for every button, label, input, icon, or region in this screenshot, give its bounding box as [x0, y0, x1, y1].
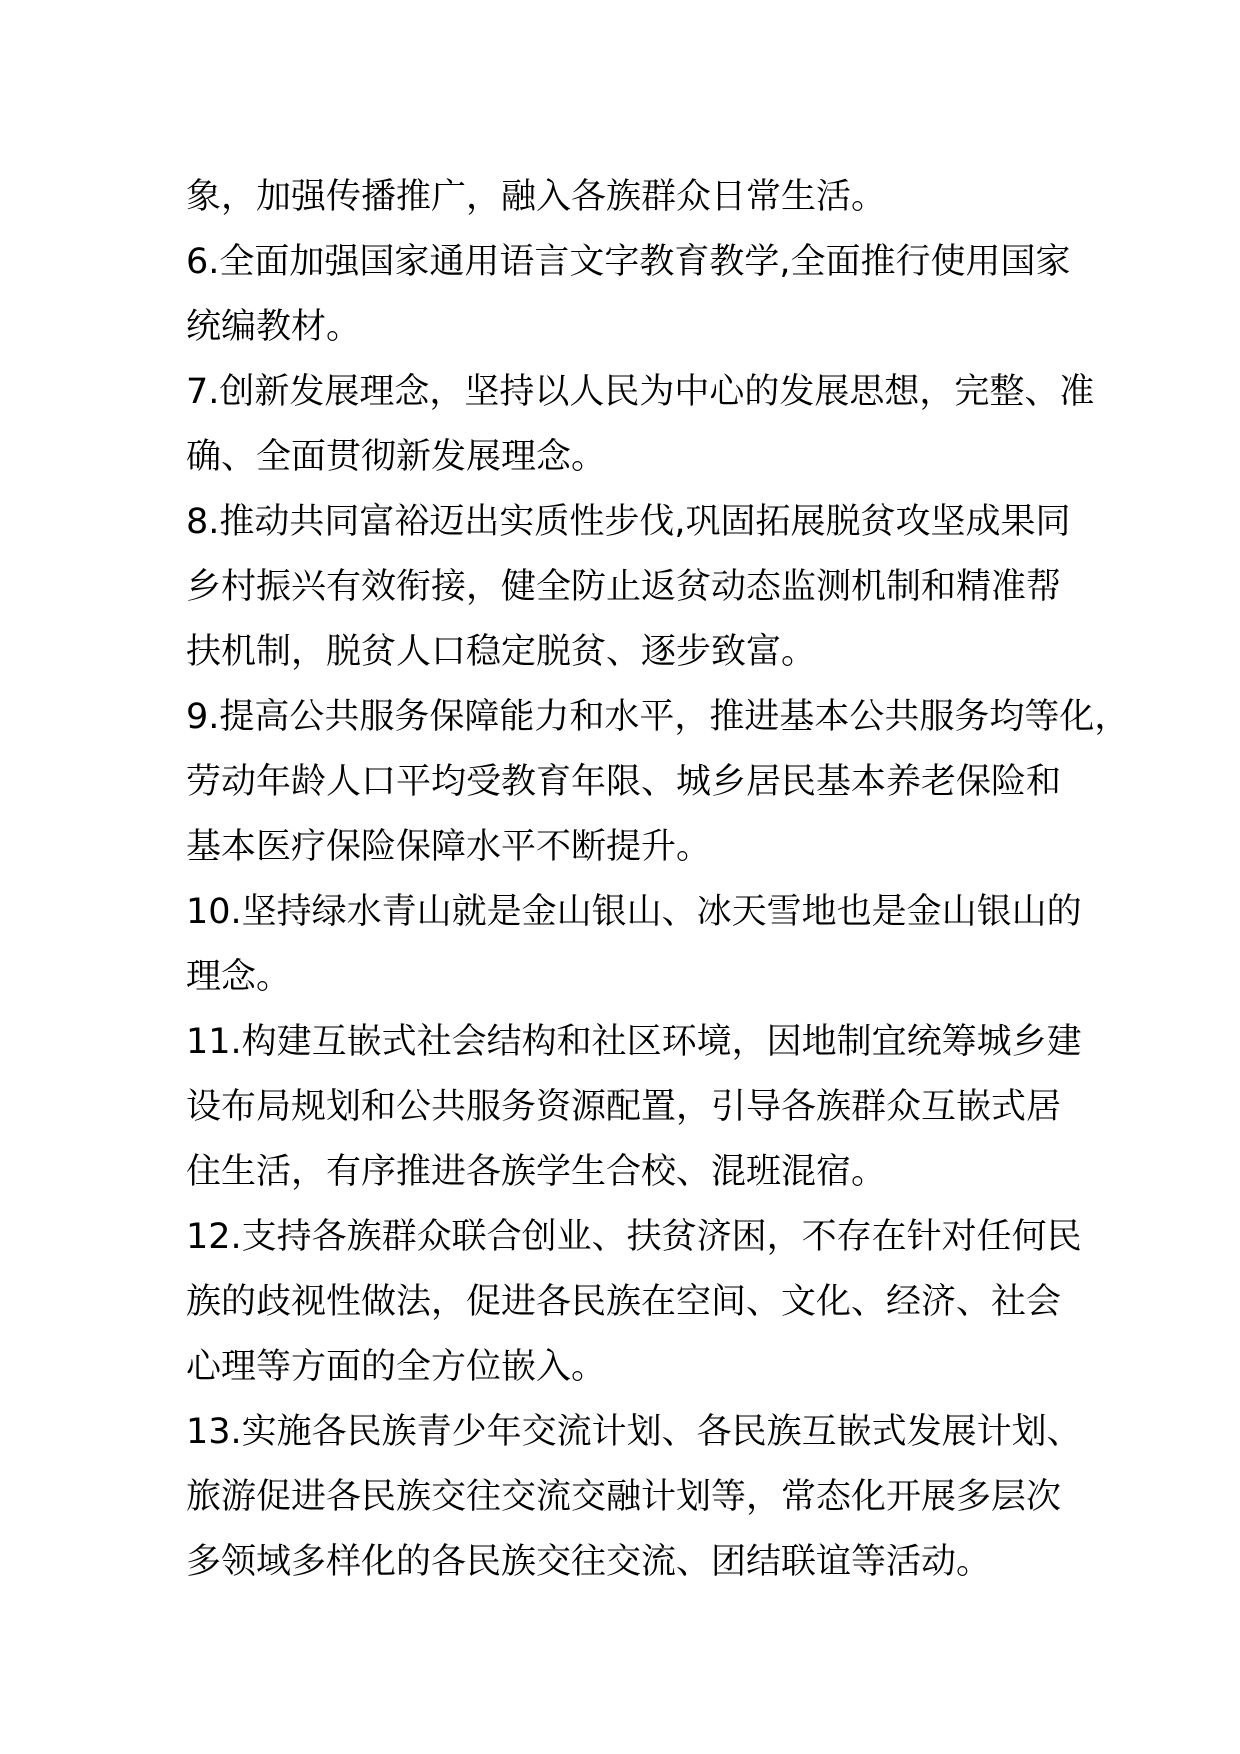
text-line: 7.创新发展理念，坚持以人民为中心的发展思想，完整、准: [186, 372, 1095, 412]
text-line: 13.实施各民族青少年交流计划、各民族互嵌式发展计划、: [186, 1412, 1082, 1452]
text-line: 统编教材。: [186, 307, 362, 347]
text-line: 9.提高公共服务保障能力和水平，推进基本公共服务均等化，: [186, 697, 1130, 737]
text-line: 扶机制，脱贫人口稳定脱贫、逐步致富。: [186, 632, 817, 672]
text-line: 族的歧视性做法，促进各民族在空间、文化、经济、社会: [186, 1282, 1062, 1322]
text-line: 10.坚持绿水青山就是金山银山、冰天雪地也是金山银山的: [186, 892, 1082, 932]
text-line: 设布局规划和公共服务资源配置，引导各族群众互嵌式居: [186, 1087, 1062, 1127]
text-line: 住生活，有序推进各族学生合校、混班混宿。: [186, 1152, 887, 1192]
text-line: 确、全面贯彻新发展理念。: [186, 437, 607, 477]
text-line: 劳动年龄人口平均受教育年限、城乡居民基本养老保险和: [186, 762, 1062, 802]
text-line: 象，加强传播推广，融入各族群众日常生活。: [186, 177, 887, 217]
text-line: 旅游促进各民族交往交流交融计划等，常态化开展多层次: [186, 1477, 1062, 1517]
text-line: 12.支持各族群众联合创业、扶贫济困，不存在针对任何民: [186, 1217, 1082, 1257]
text-line: 心理等方面的全方位嵌入。: [186, 1347, 607, 1387]
text-line: 8.推动共同富裕迈出实质性步伐,巩固拓展脱贫攻坚成果同: [186, 502, 1071, 542]
text-line: 6.全面加强国家通用语言文字教育教学,全面推行使用国家: [186, 242, 1071, 282]
text-line: 11.构建互嵌式社会结构和社区环境，因地制宜统筹城乡建: [186, 1022, 1082, 1062]
text-line: 基本医疗保险保障水平不断提升。: [186, 827, 712, 867]
text-line: 乡村振兴有效衔接，健全防止返贫动态监测机制和精准帮: [186, 567, 1062, 607]
text-line: 理念。: [186, 957, 292, 997]
text-line: 多领域多样化的各民族交往交流、团结联谊等活动。: [186, 1542, 992, 1582]
